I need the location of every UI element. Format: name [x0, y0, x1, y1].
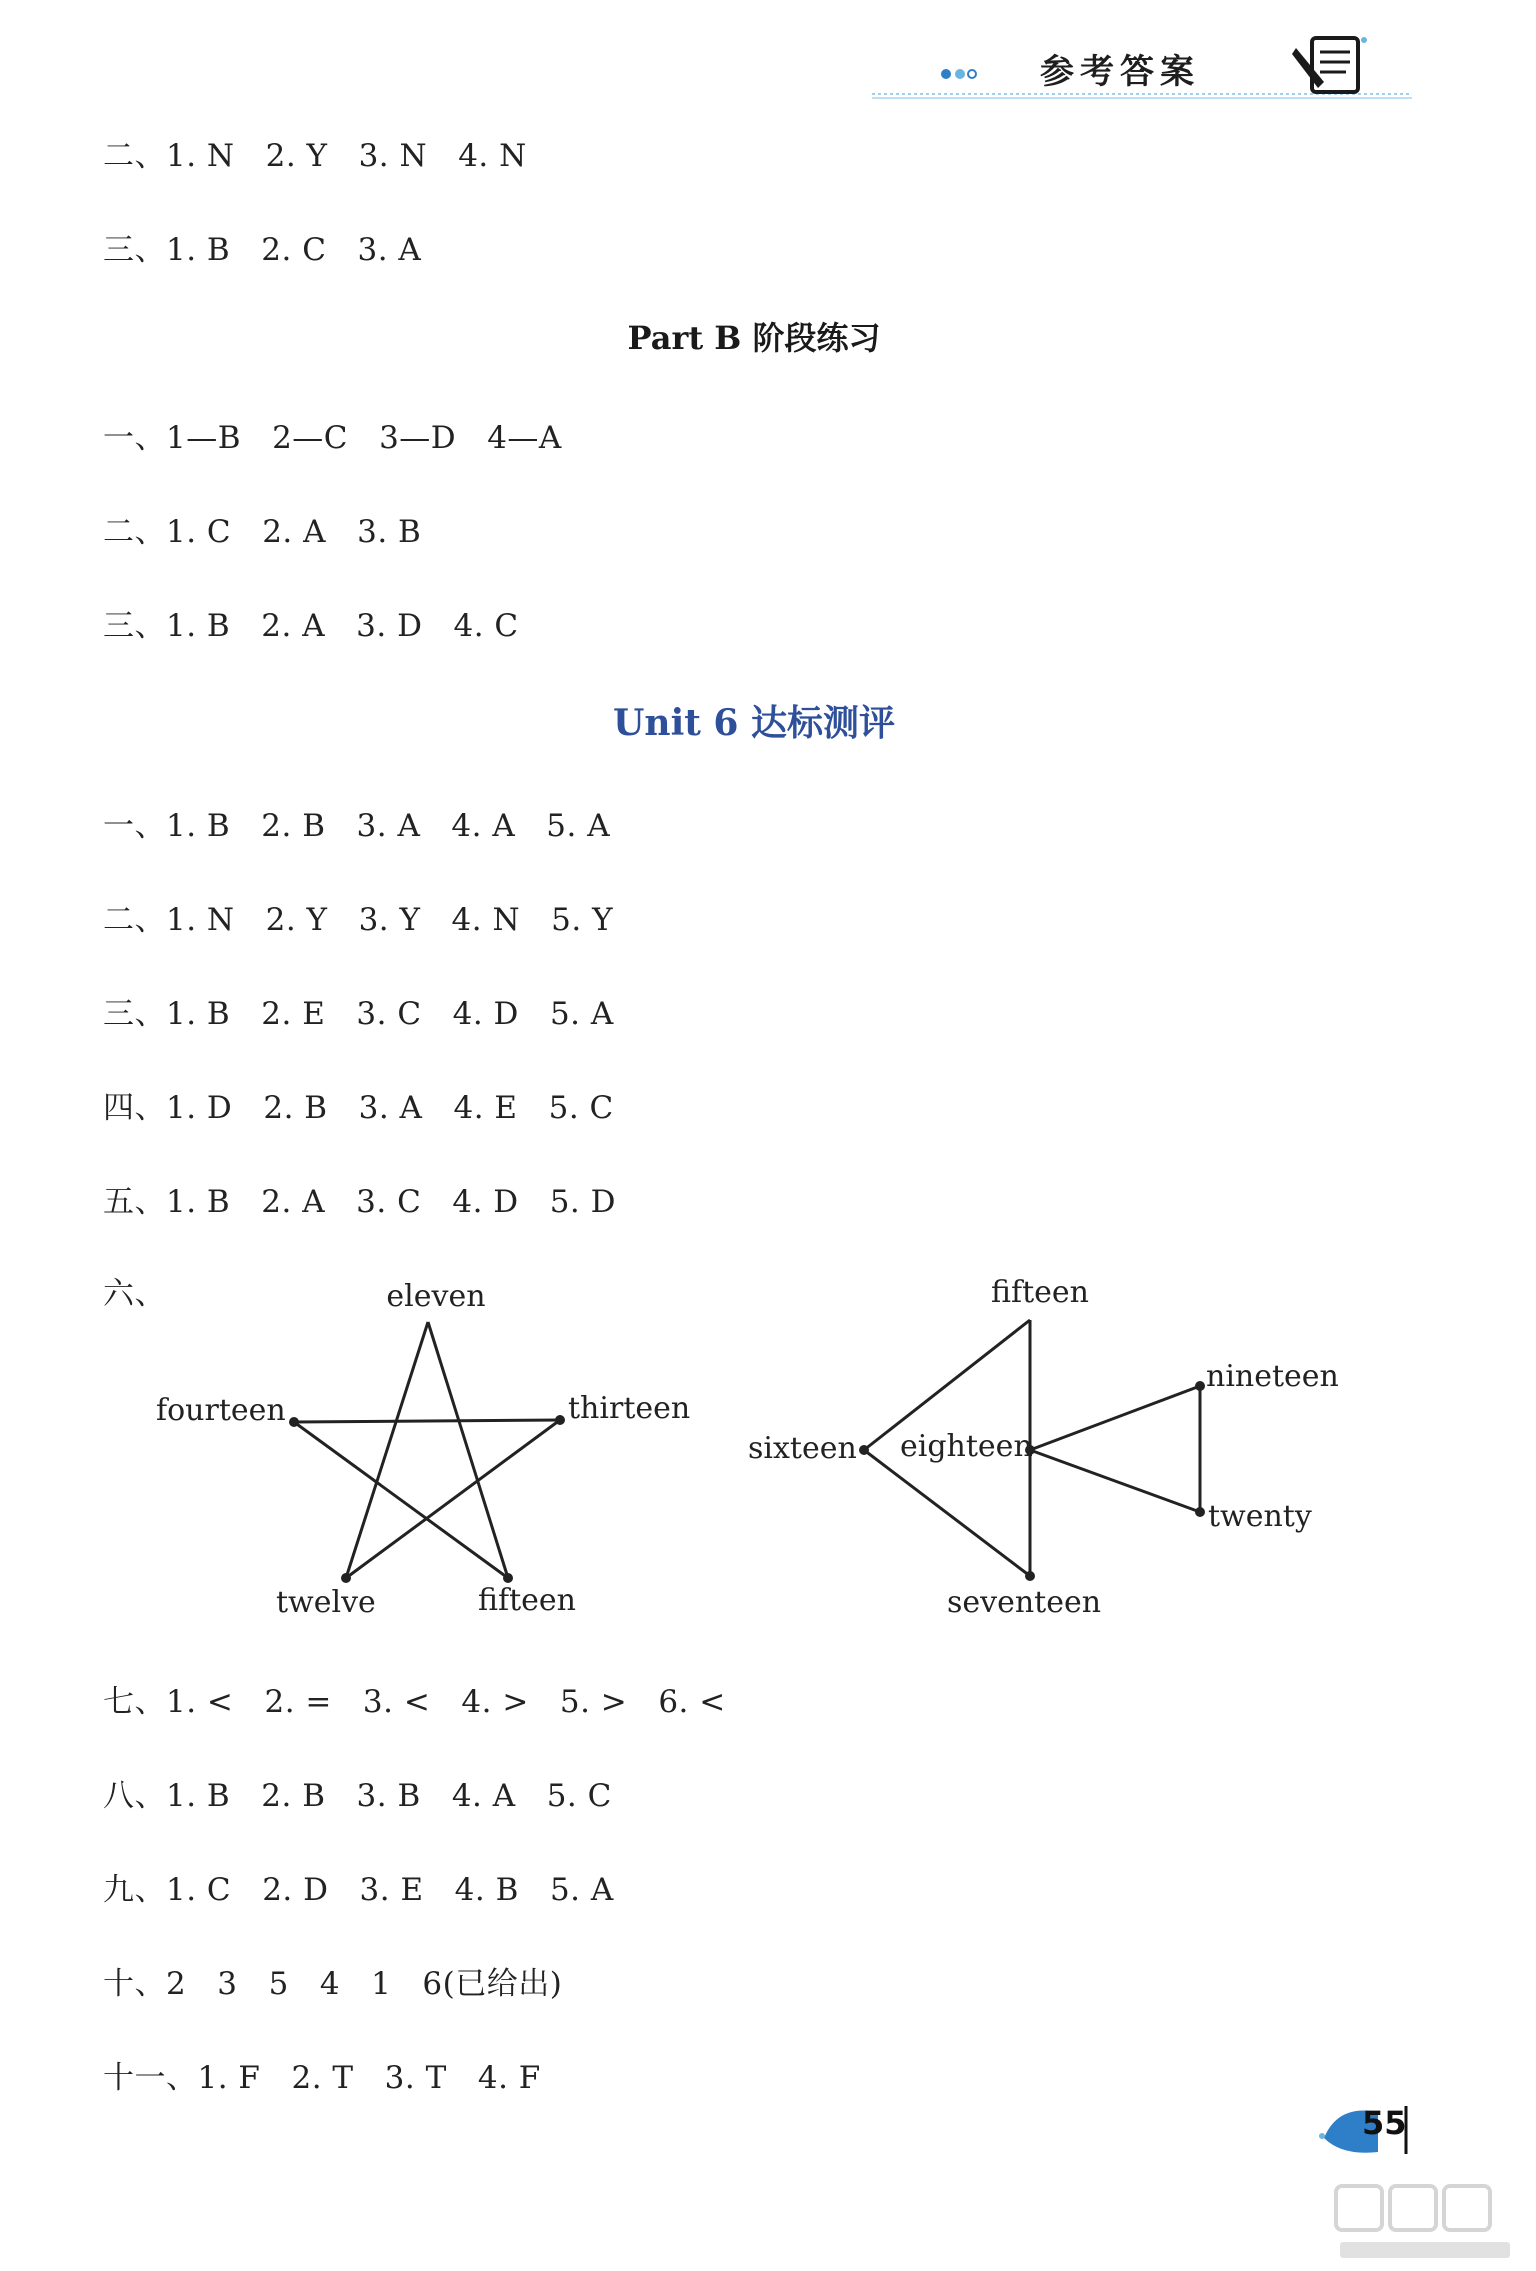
- answer-line: 二、1. C 2. A 3. B: [103, 514, 422, 550]
- answer-line: 九、1. C 2. D 3. E 4. B 5. A: [103, 1872, 614, 1908]
- answer-line: 十一、1. F 2. T 3. T 4. F: [103, 2060, 541, 2096]
- answer-line: 七、1. < 2. = 3. < 4. > 5. > 6. <: [103, 1684, 726, 1720]
- answer-line: 二、1. N 2. Y 3. N 4. N: [103, 138, 527, 174]
- bowtie-diagram: [748, 1275, 1339, 1620]
- answer-line: 三、1. B 2. A 3. D 4. C: [103, 608, 519, 644]
- answer-line: 八、1. B 2. B 3. B 4. A 5. C: [103, 1778, 612, 1814]
- bowtie-node: [859, 1445, 869, 1455]
- number-word-diagrams: [0, 1250, 1536, 1630]
- page-number: 55: [1362, 2104, 1407, 2142]
- section-six-label: 六、: [103, 1276, 166, 1312]
- bowtie-label-center: eighteen: [900, 1429, 1033, 1464]
- bowtie-edge: [1030, 1450, 1200, 1512]
- bowtie-label-top: fifteen: [991, 1275, 1089, 1310]
- answer-line: 十、2 3 5 4 1 6(已给出): [103, 1966, 563, 2002]
- answer-line: 二、1. N 2. Y 3. Y 4. N 5. Y: [103, 902, 614, 938]
- bowtie-node: [1195, 1507, 1205, 1517]
- bowtie-node: [1195, 1381, 1205, 1391]
- star-label-left: fourteen: [156, 1393, 286, 1428]
- header-title: 参考答案: [1040, 52, 1200, 92]
- bowtie-edge: [1030, 1386, 1200, 1450]
- star-node: [341, 1573, 351, 1583]
- section-heading-part-b: Part B 阶段练习: [627, 319, 881, 357]
- scroll-pencil-icon: [1290, 30, 1370, 102]
- star-edge: [428, 1322, 508, 1578]
- star-edge: [294, 1420, 560, 1422]
- bowtie-edge: [864, 1450, 1030, 1576]
- header-dots-icon: [938, 64, 978, 84]
- star-edge: [346, 1420, 560, 1578]
- bowtie-label-lower-right: twenty: [1208, 1499, 1312, 1534]
- star-label-bottom-right: fifteen: [478, 1583, 576, 1618]
- answer-line: 三、1. B 2. C 3. A: [103, 232, 422, 268]
- star-label-bottom-left: twelve: [276, 1585, 376, 1620]
- bowtie-label-left: sixteen: [748, 1431, 857, 1466]
- star-node: [289, 1417, 299, 1427]
- bowtie-node: [1025, 1571, 1035, 1581]
- bowtie-label-upper-right: nineteen: [1206, 1359, 1339, 1394]
- answer-line: 一、1. B 2. B 3. A 4. A 5. A: [103, 808, 611, 844]
- star-label-top: eleven: [386, 1279, 486, 1314]
- star-label-right: thirteen: [568, 1391, 691, 1426]
- section-heading-unit6: Unit 6 达标测评: [613, 702, 895, 744]
- star-node: [555, 1415, 565, 1425]
- answer-line: 三、1. B 2. E 3. C 4. D 5. A: [103, 996, 614, 1032]
- answer-line: 一、1—B 2—C 3—D 4—A: [103, 420, 562, 456]
- answer-line: 四、1. D 2. B 3. A 4. E 5. C: [103, 1090, 614, 1126]
- answer-line: 五、1. B 2. A 3. C 4. D 5. D: [103, 1184, 616, 1220]
- star-diagram: [156, 1279, 690, 1620]
- watermark-logo-icon: [1330, 2180, 1520, 2265]
- star-node: [503, 1573, 513, 1583]
- star-edge: [346, 1322, 428, 1578]
- bowtie-label-bottom: seventeen: [946, 1585, 1102, 1620]
- star-edge: [294, 1422, 508, 1578]
